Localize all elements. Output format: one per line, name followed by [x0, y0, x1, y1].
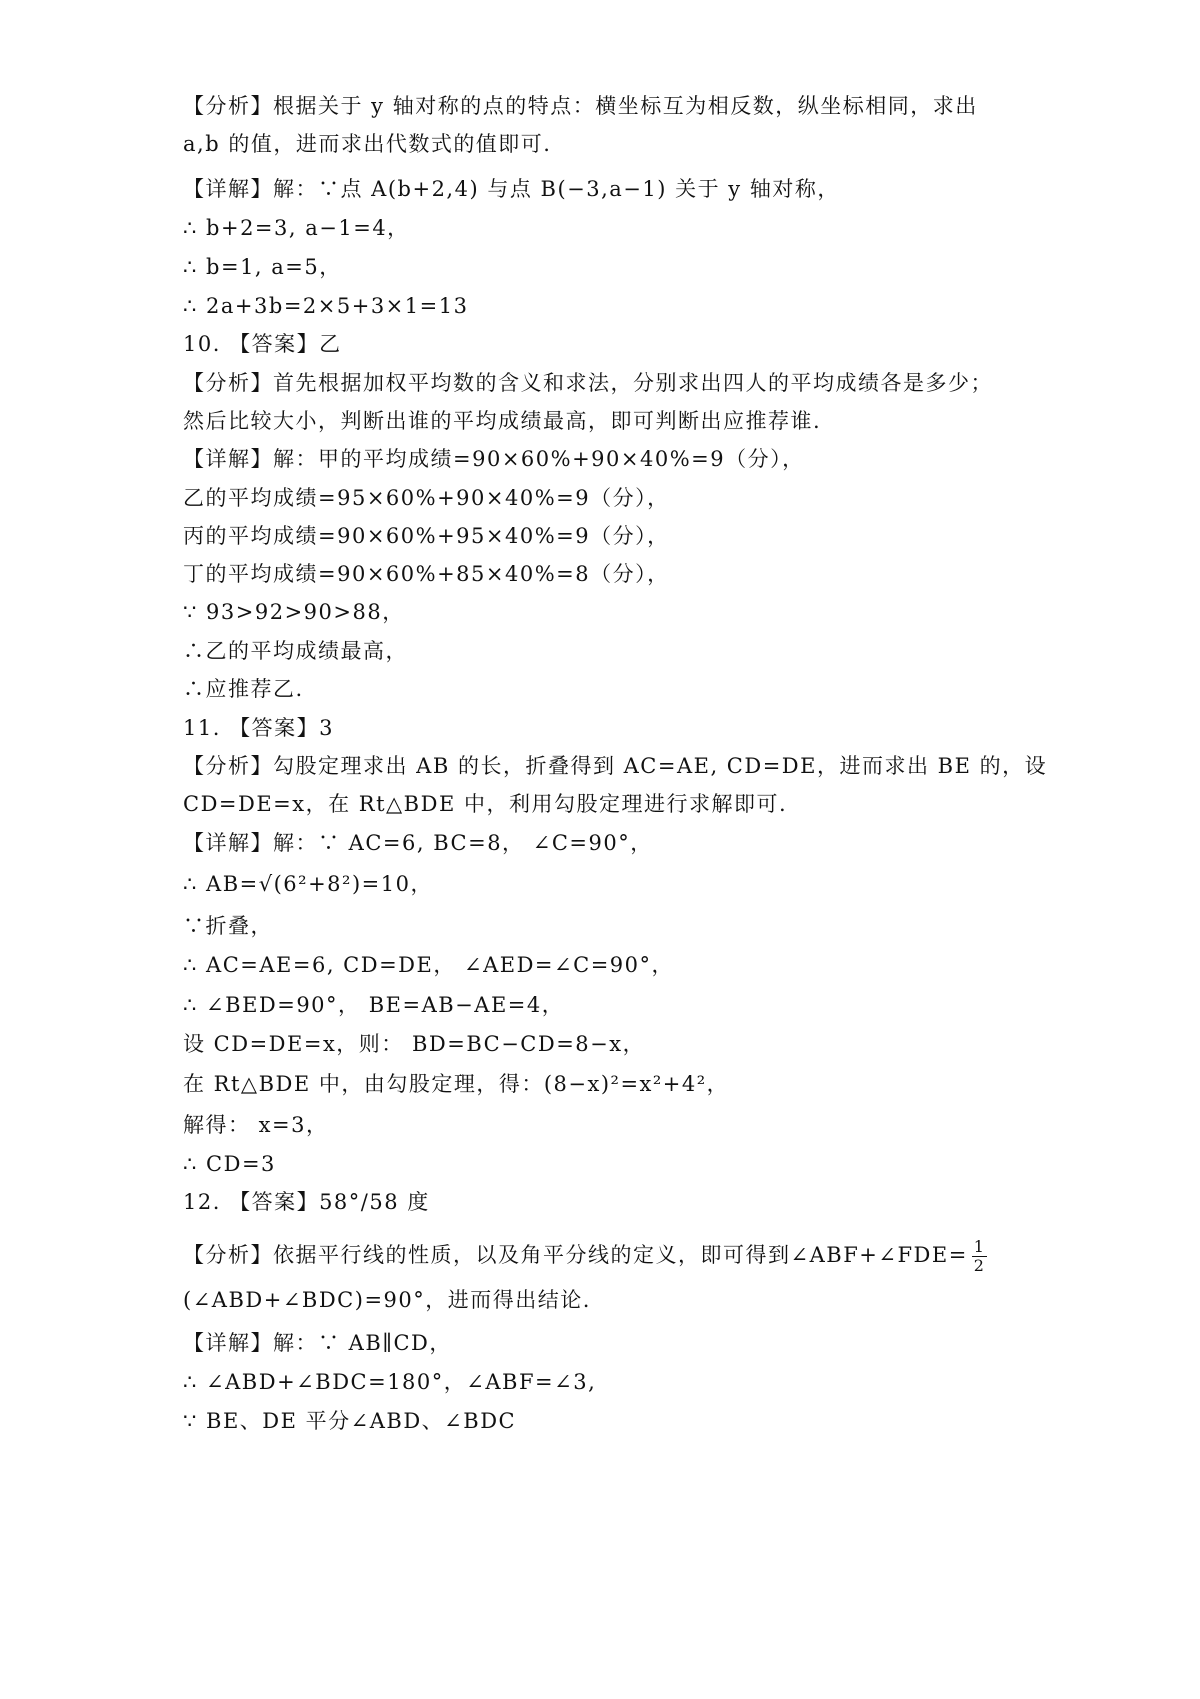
- text-line: 解得： x=3，: [183, 1113, 329, 1137]
- text-line: (∠ABD+∠BDC)=90°，进而得出结论.: [183, 1288, 591, 1312]
- fraction-denominator: 2: [973, 1256, 986, 1275]
- text-line: ∵ 93>92>90>88，: [183, 600, 405, 624]
- text-line: ∴ AB=√(6²+8²)=10，: [183, 872, 433, 896]
- text-line: 在 Rt△BDE 中，由勾股定理，得：(8−x)²=x²+4²，: [183, 1072, 730, 1096]
- text-line: CD=DE=x，在 Rt△BDE 中，利用勾股定理进行求解即可.: [183, 792, 788, 816]
- text-line: ∴乙的平均成绩最高，: [183, 639, 408, 663]
- text-line-with-fraction: [183, 1238, 987, 1275]
- text-line: 丁的平均成绩=90×60%+85×40%=8（分），: [183, 562, 670, 586]
- text-line: 乙的平均成绩=95×60%+90×40%=9（分），: [183, 486, 670, 510]
- text-line: ∴ b=1, a=5，: [183, 255, 342, 279]
- text-line: a,b 的值，进而求出代数式的值即可.: [183, 132, 552, 156]
- text-line: 【分析】首先根据加权平均数的含义和求法，分别求出四人的平均成绩各是多少；: [183, 371, 993, 395]
- text-line: ∴应推荐乙.: [183, 677, 304, 701]
- text-line: 【分析】根据关于 y 轴对称的点的特点：横坐标互为相反数，纵坐标相同，求出: [183, 94, 978, 118]
- text-line: 【详解】解：∵ AB∥CD，: [183, 1331, 452, 1355]
- text-line: 【详解】解：∵ AC=6, BC=8， ∠C=90°，: [183, 831, 653, 855]
- text-line: ∵折叠，: [183, 914, 273, 938]
- text-line: ∴ ∠ABD+∠BDC=180°，∠ABF=∠3,: [183, 1370, 597, 1394]
- text-segment: 【分析】依据平行线的性质，以及角平分线的定义，即可得到∠ABF+∠FDE=: [183, 1243, 968, 1267]
- text-line: ∵ BE、DE 平分∠ABD、∠BDC: [183, 1409, 517, 1433]
- text-line: ∴ 2a+3b=2×5+3×1=13: [183, 294, 469, 318]
- text-line: 然后比较大小，判断出谁的平均成绩最高，即可判断出应推荐谁.: [183, 409, 822, 433]
- text-line: ∴ ∠BED=90°， BE=AB−AE=4，: [183, 993, 565, 1017]
- answer-heading: 12. 【答案】58°/58 度: [183, 1190, 430, 1214]
- text-line: 设 CD=DE=x，则： BD=BC−CD=8−x，: [183, 1032, 646, 1056]
- text-line: 【详解】解：甲的平均成绩=90×60%+90×40%=9（分），: [183, 447, 805, 471]
- fraction-numerator: 1: [973, 1237, 986, 1256]
- text-line: 【详解】解：∵点 A(b+2,4) 与点 B(−3,a−1) 关于 y 轴对称，: [183, 177, 840, 201]
- answer-heading: 11. 【答案】3: [183, 716, 334, 740]
- text-line: ∴ b+2=3, a−1=4，: [183, 216, 410, 240]
- text-line: 丙的平均成绩=90×60%+95×40%=9（分），: [183, 524, 670, 548]
- text-line: 【分析】勾股定理求出 AB 的长，折叠得到 AC=AE, CD=DE，进而求出 BE 的，设: [183, 754, 1048, 778]
- text-line: ∴ AC=AE=6, CD=DE， ∠AED=∠C=90°，: [183, 953, 675, 977]
- answer-heading: 10. 【答案】乙: [183, 332, 342, 356]
- fraction: [972, 1238, 988, 1275]
- text-line: ∴ CD=3: [183, 1152, 276, 1176]
